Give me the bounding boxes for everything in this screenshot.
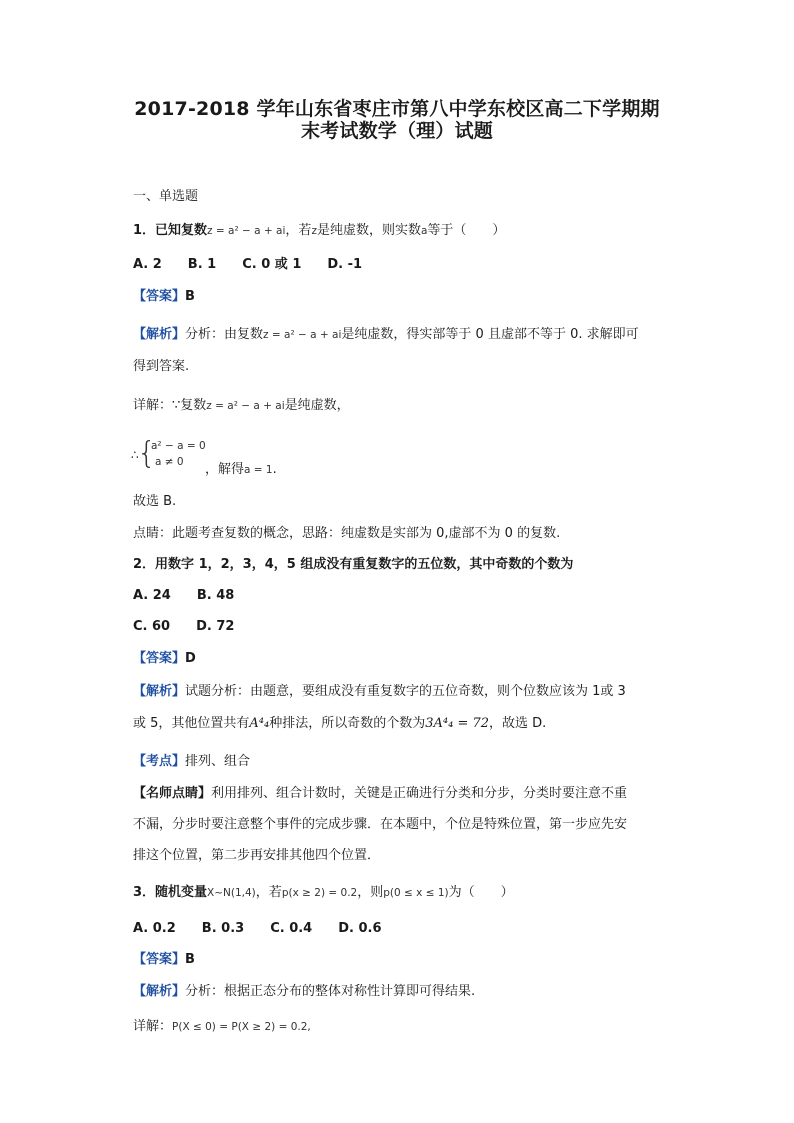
- q2-options-b: C. 60 D. 72: [133, 619, 235, 634]
- system-row-2: a ≠ 0: [155, 456, 184, 468]
- q3-options: A. 0.2 B. 0.3 C. 0.4 D. 0.6: [133, 921, 382, 936]
- q3-analysis: 【解析】分析：根据正态分布的整体对称性计算即可得结果.: [133, 984, 476, 999]
- q2-options-a: A. 24 B. 48: [133, 588, 235, 603]
- section-heading: 一、单选题: [133, 189, 199, 204]
- q1-analysis-cont: 得到答案.: [133, 359, 190, 374]
- therefore-symbol: ∴: [131, 448, 139, 462]
- q1-expr: z = a² − a + ai: [207, 225, 286, 237]
- q3-answer: 【答案】B: [133, 952, 195, 967]
- q1-options: A. 2 B. 1 C. 0 或 1 D. -1: [133, 257, 363, 272]
- q2-analysis-cont: 或 5，其他位置共有A⁴₄种排法，所以奇数的个数为3A⁴₄ = 72，故选 D.: [133, 716, 547, 731]
- brace-icon: {: [137, 436, 157, 471]
- q1-analysis: 【解析】分析：由复数z = a² − a + ai是纯虚数，得实部等于 0 且虚部不等于 0. 求解即可: [133, 327, 639, 342]
- q2-teacher-cont2: 排这个位置，第二步再安排其他四个位置．: [133, 848, 381, 863]
- q2-teacher: 【名师点睛】利用排列、组合计数时，关键是正确进行分类和分步，分类时要注意不重: [133, 786, 628, 801]
- q2-analysis: 【解析】试题分析：由题意，要组成没有重复数字的五位奇数，则个位数应该为 1或 3: [133, 684, 626, 699]
- doc-title-line1: 2017-2018 学年山东省枣庄市第八中学东校区高二下学期期: [134, 98, 660, 120]
- q2-stem: 2．用数字 1，2，3，4，5 组成没有重复数字的五位数，其中奇数的个数为: [133, 557, 574, 572]
- q1-equation-system: [131, 434, 293, 477]
- q2-answer: 【答案】D: [133, 651, 196, 666]
- q3-stem: 3．随机变量X~N(1,4)，若p(x ≥ 2) = 0.2，则p(0 ≤ x ≤ 1)为（ ）: [133, 885, 514, 900]
- q1-choose: 故选 B.: [133, 494, 177, 509]
- q2-point: 【考点】排列、组合: [133, 754, 251, 769]
- q3-detail: 详解：P(X ≤ 0) = P(X ≥ 2) = 0.2,: [133, 1019, 311, 1034]
- q1-detail: 详解：∵复数z = a² − a + ai是纯虚数，: [133, 398, 350, 413]
- q2-teacher-cont1: 不漏，分步时要注意整个事件的完成步骤．在本题中，个位是特殊位置，第一步应先安: [133, 817, 628, 832]
- q1-comment: 点睛：此题考查复数的概念，思路：纯虚数是实部为 0,虚部不为 0 的复数.: [133, 526, 561, 541]
- system-solution: ，解得a = 1.: [205, 462, 277, 477]
- doc-title-line2: 末考试数学（理）试题: [300, 120, 493, 142]
- q1-stem: 1．已知复数z = a² − a + ai，若z是纯虚数，则实数a等于（ ）: [133, 223, 506, 238]
- q1-answer: 【答案】B: [133, 289, 195, 304]
- system-row-1: a² − a = 0: [151, 440, 206, 452]
